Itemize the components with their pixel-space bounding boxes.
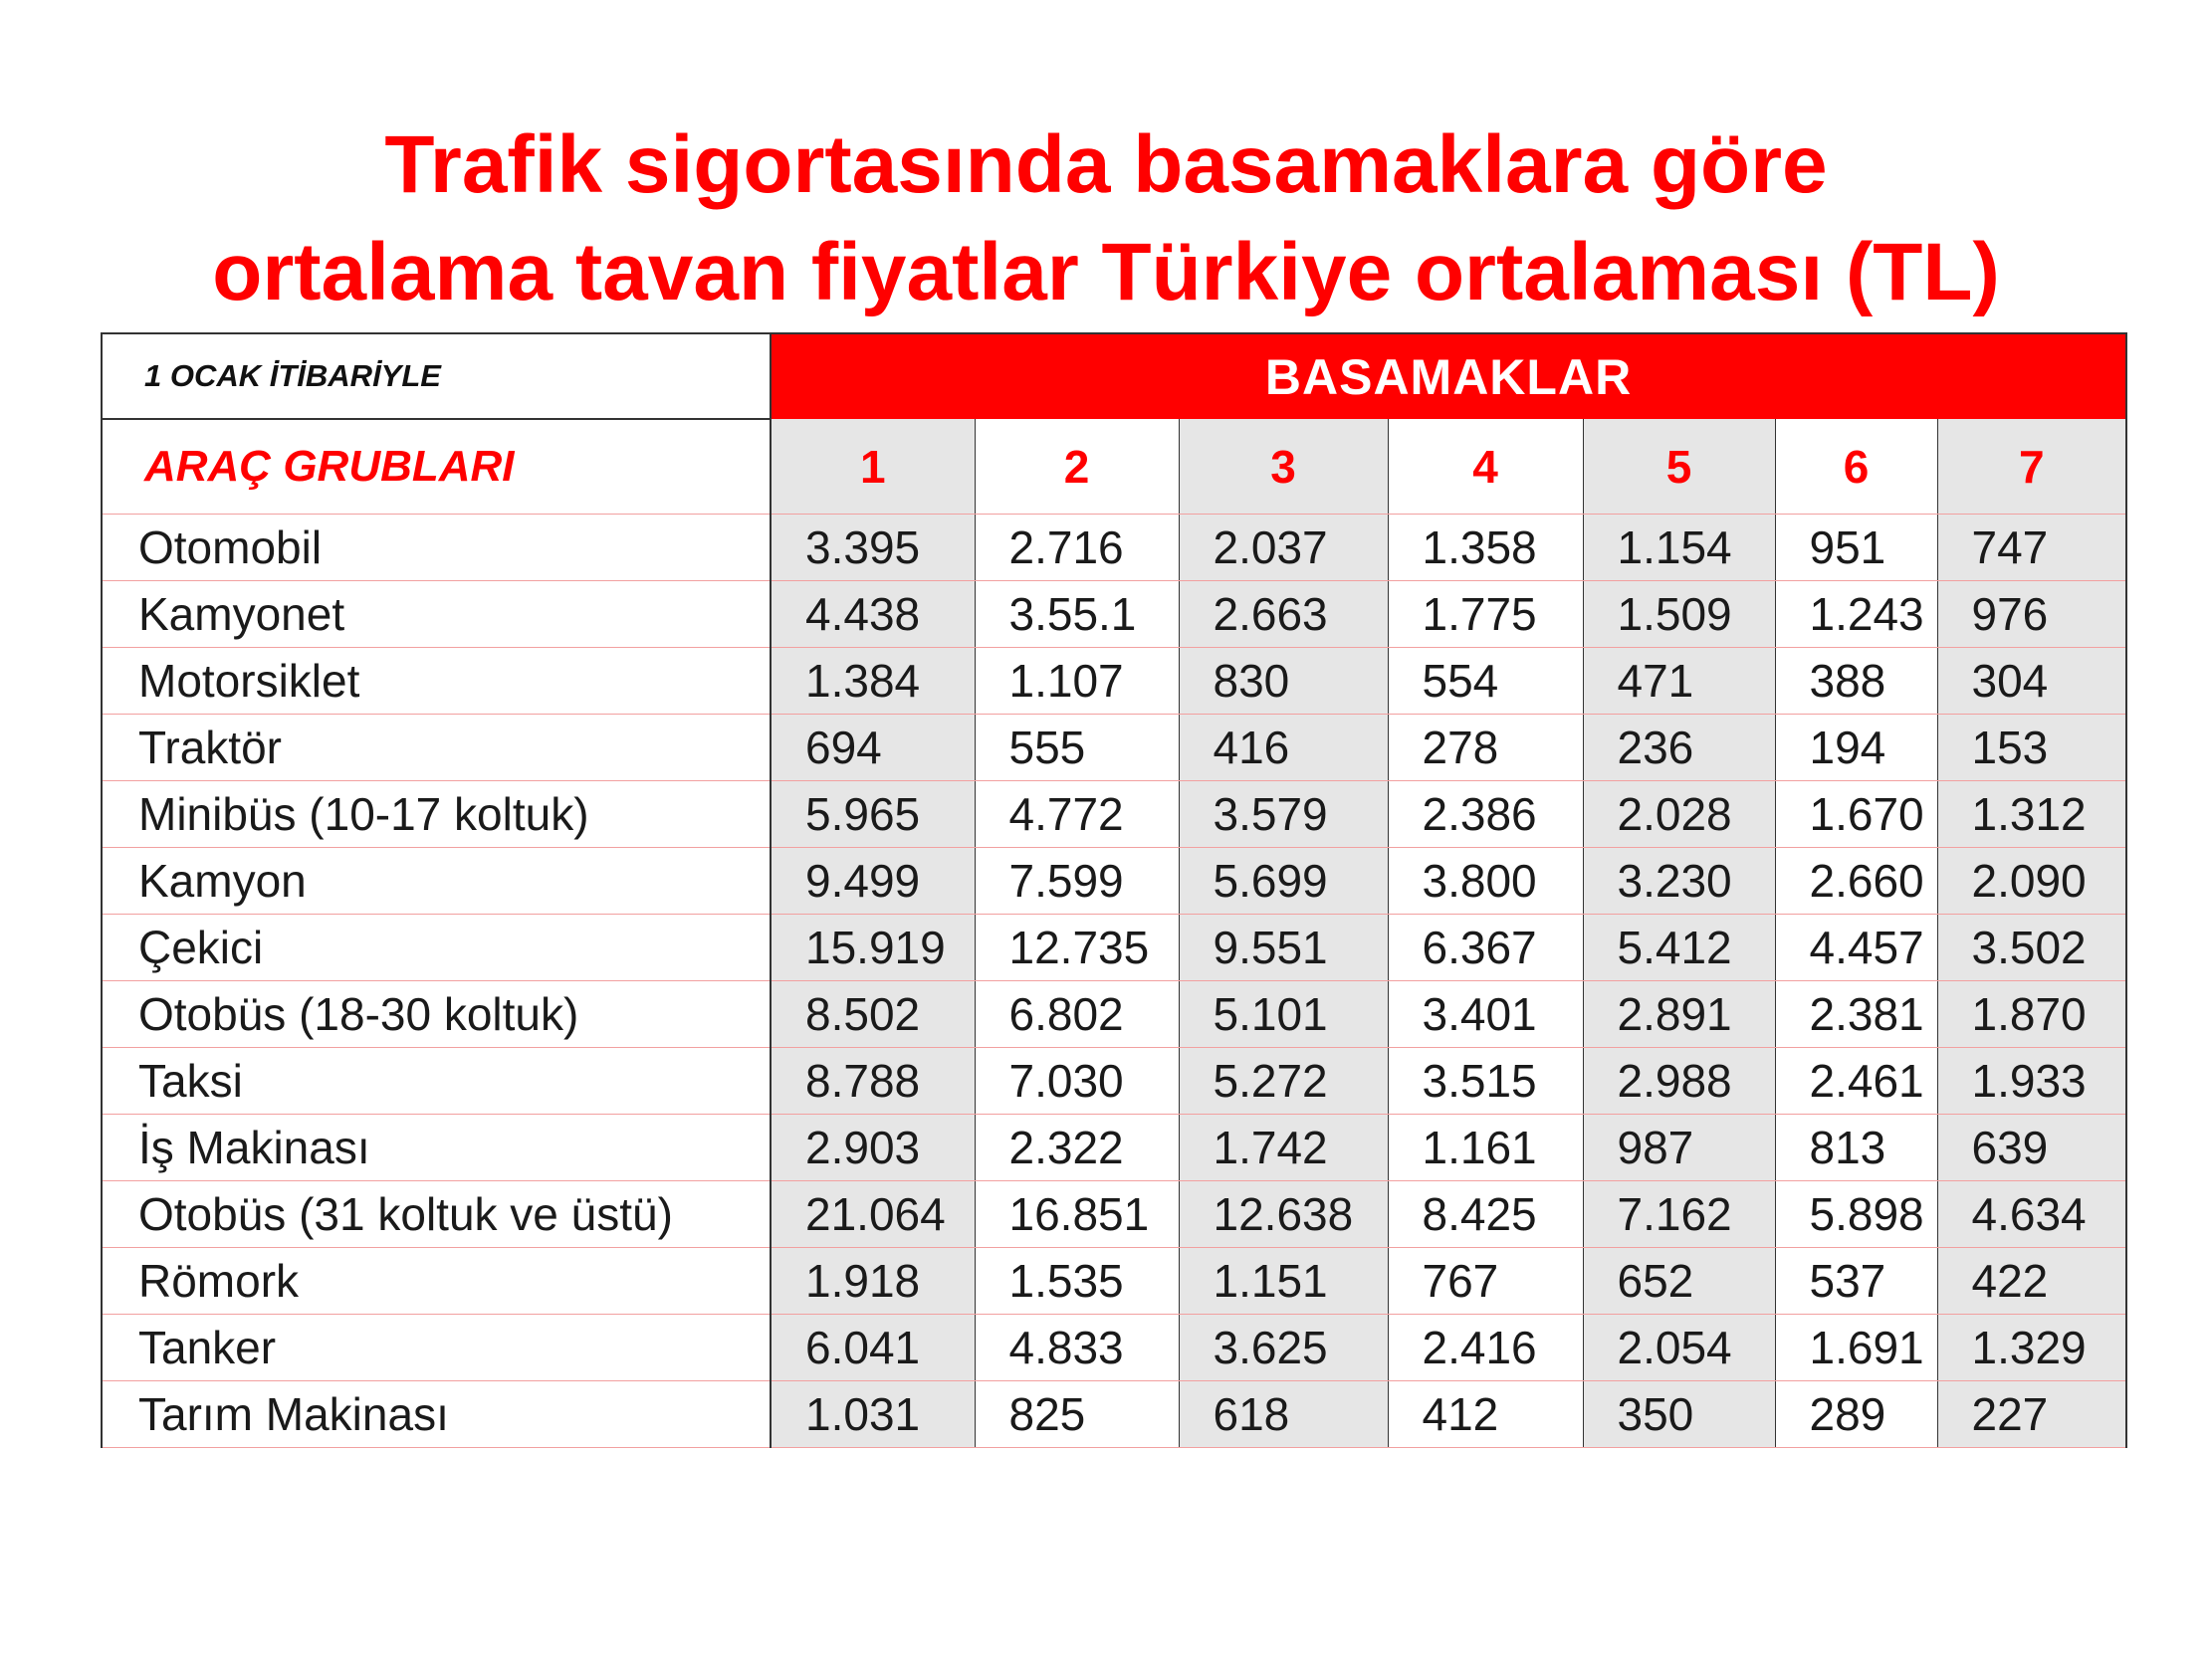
table-cell: 3.502 (1937, 915, 2126, 981)
table-cell: 1.384 (771, 648, 975, 715)
column-header-step-2: 2 (975, 419, 1179, 515)
table-cell: 5.699 (1179, 848, 1388, 915)
column-header-step-6: 6 (1775, 419, 1937, 515)
table-cell: 12.638 (1179, 1181, 1388, 1248)
table-cell: 2.037 (1179, 515, 1388, 581)
table-row (102, 715, 2126, 781)
row-label: Minibüs (10-17 koltuk) (102, 781, 771, 848)
table-cell: 9.499 (771, 848, 975, 915)
table-cell: 5.965 (771, 781, 975, 848)
table-cell: 6.041 (771, 1315, 975, 1381)
table-row (102, 915, 2126, 981)
price-table (101, 332, 2127, 1448)
table-cell: 3.800 (1388, 848, 1583, 915)
table-cell: 1.161 (1388, 1115, 1583, 1181)
title-line-1: Trafik sigortasında basamaklara göre (384, 119, 1828, 210)
table-cell: 951 (1775, 515, 1937, 581)
table-cell: 555 (975, 715, 1179, 781)
table-cell: 2.891 (1583, 981, 1775, 1048)
row-label: Tarım Makinası (102, 1381, 771, 1448)
chart-title (0, 111, 2212, 326)
table-cell: 1.154 (1583, 515, 1775, 581)
table-cell: 1.329 (1937, 1315, 2126, 1381)
table-cell: 422 (1937, 1248, 2126, 1315)
table-cell: 21.064 (771, 1181, 975, 1248)
table-cell: 2.660 (1775, 848, 1937, 915)
table-cell: 2.381 (1775, 981, 1937, 1048)
table-cell: 1.358 (1388, 515, 1583, 581)
table-cell: 1.535 (975, 1248, 1179, 1315)
row-label: Traktör (102, 715, 771, 781)
row-label: Otomobil (102, 515, 771, 581)
table-row (102, 1181, 2126, 1248)
table-cell: 5.272 (1179, 1048, 1388, 1115)
row-label: Kamyon (102, 848, 771, 915)
table-cell: 3.515 (1388, 1048, 1583, 1115)
table-cell: 1.107 (975, 648, 1179, 715)
table-cell: 1.243 (1775, 581, 1937, 648)
table-cell: 2.716 (975, 515, 1179, 581)
table-row (102, 1315, 2126, 1381)
row-label: Çekici (102, 915, 771, 981)
table-cell: 7.162 (1583, 1181, 1775, 1248)
table-cell: 747 (1937, 515, 2126, 581)
table-cell: 2.028 (1583, 781, 1775, 848)
table-cell: 153 (1937, 715, 2126, 781)
table-cell: 1.312 (1937, 781, 2126, 848)
table-cell: 2.090 (1937, 848, 2126, 915)
row-header-label: ARAÇ GRUBLARI (102, 419, 771, 515)
table-row (102, 648, 2126, 715)
table-cell: 2.416 (1388, 1315, 1583, 1381)
column-header-step-5: 5 (1583, 419, 1775, 515)
table-cell: 2.663 (1179, 581, 1388, 648)
table-cell: 813 (1775, 1115, 1937, 1181)
table-row (102, 848, 2126, 915)
row-label: Otobüs (18-30 koltuk) (102, 981, 771, 1048)
table-cell: 5.101 (1179, 981, 1388, 1048)
table-cell: 1.933 (1937, 1048, 2126, 1115)
table-cell: 1.870 (1937, 981, 2126, 1048)
table-cell: 236 (1583, 715, 1775, 781)
table-cell: 12.735 (975, 915, 1179, 981)
table-cell: 304 (1937, 648, 2126, 715)
table-cell: 194 (1775, 715, 1937, 781)
table-row (102, 515, 2126, 581)
table-cell: 8.788 (771, 1048, 975, 1115)
table-cell: 1.670 (1775, 781, 1937, 848)
table-cell: 227 (1937, 1381, 2126, 1448)
table-cell: 412 (1388, 1381, 1583, 1448)
table-cell: 16.851 (975, 1181, 1179, 1248)
table-cell: 3.401 (1388, 981, 1583, 1048)
row-label: Kamyonet (102, 581, 771, 648)
table-cell: 4.833 (975, 1315, 1179, 1381)
table-cell: 1.031 (771, 1381, 975, 1448)
table-cell: 830 (1179, 648, 1388, 715)
table-cell: 3.625 (1179, 1315, 1388, 1381)
table-cell: 7.599 (975, 848, 1179, 915)
as-of-label: 1 OCAK İTİBARİYLE (102, 333, 771, 419)
table-cell: 8.425 (1388, 1181, 1583, 1248)
table-cell: 289 (1775, 1381, 1937, 1448)
table-cell: 6.802 (975, 981, 1179, 1048)
table-cell: 976 (1937, 581, 2126, 648)
table-row (102, 1248, 2126, 1315)
row-label: Motorsiklet (102, 648, 771, 715)
table-cell: 987 (1583, 1115, 1775, 1181)
table-cell: 4.634 (1937, 1181, 2126, 1248)
table-cell: 1.691 (1775, 1315, 1937, 1381)
table-row (102, 981, 2126, 1048)
table-row (102, 781, 2126, 848)
steps-group-header: BASAMAKLAR (771, 333, 2126, 419)
table-cell: 4.438 (771, 581, 975, 648)
column-header-step-4: 4 (1388, 419, 1583, 515)
table-cell: 1.918 (771, 1248, 975, 1315)
table-cell: 825 (975, 1381, 1179, 1448)
row-label: Taksi (102, 1048, 771, 1115)
table-cell: 618 (1179, 1381, 1388, 1448)
table-row (102, 581, 2126, 648)
table-cell: 9.551 (1179, 915, 1388, 981)
table-cell: 3.230 (1583, 848, 1775, 915)
column-header-step-1: 1 (771, 419, 975, 515)
table-cell: 5.412 (1583, 915, 1775, 981)
table-row (102, 1115, 2126, 1181)
table-cell: 3.579 (1179, 781, 1388, 848)
table-cell: 471 (1583, 648, 1775, 715)
header-row-top (102, 333, 2126, 419)
table-cell: 554 (1388, 648, 1583, 715)
table-cell: 5.898 (1775, 1181, 1937, 1248)
table-cell: 278 (1388, 715, 1583, 781)
table-cell: 3.395 (771, 515, 975, 581)
table-cell: 2.461 (1775, 1048, 1937, 1115)
table-cell: 2.322 (975, 1115, 1179, 1181)
table-cell: 8.502 (771, 981, 975, 1048)
table-cell: 15.919 (771, 915, 975, 981)
table-cell: 4.457 (1775, 915, 1937, 981)
header-row-columns (102, 419, 2126, 515)
table-cell: 537 (1775, 1248, 1937, 1315)
column-header-step-7: 7 (1937, 419, 2126, 515)
row-label: Römork (102, 1248, 771, 1315)
row-label: İş Makinası (102, 1115, 771, 1181)
table-cell: 4.772 (975, 781, 1179, 848)
table-row (102, 1381, 2126, 1448)
table-cell: 416 (1179, 715, 1388, 781)
table-row (102, 1048, 2126, 1115)
table-cell: 7.030 (975, 1048, 1179, 1115)
table-cell: 1.509 (1583, 581, 1775, 648)
table-cell: 2.903 (771, 1115, 975, 1181)
table-cell: 388 (1775, 648, 1937, 715)
table-cell: 1.742 (1179, 1115, 1388, 1181)
title-line-2: ortalama tavan fiyatlar Türkiye ortalaması (TL) (212, 227, 2000, 317)
table-cell: 652 (1583, 1248, 1775, 1315)
table-cell: 2.988 (1583, 1048, 1775, 1115)
table-cell: 2.054 (1583, 1315, 1775, 1381)
table-cell: 3.55.1 (975, 581, 1179, 648)
table-cell: 6.367 (1388, 915, 1583, 981)
column-header-step-3: 3 (1179, 419, 1388, 515)
row-label: Otobüs (31 koltuk ve üstü) (102, 1181, 771, 1248)
table-cell: 767 (1388, 1248, 1583, 1315)
table-cell: 639 (1937, 1115, 2126, 1181)
table-cell: 350 (1583, 1381, 1775, 1448)
row-label: Tanker (102, 1315, 771, 1381)
table-cell: 1.151 (1179, 1248, 1388, 1315)
table-cell: 2.386 (1388, 781, 1583, 848)
table-cell: 1.775 (1388, 581, 1583, 648)
table-cell: 694 (771, 715, 975, 781)
